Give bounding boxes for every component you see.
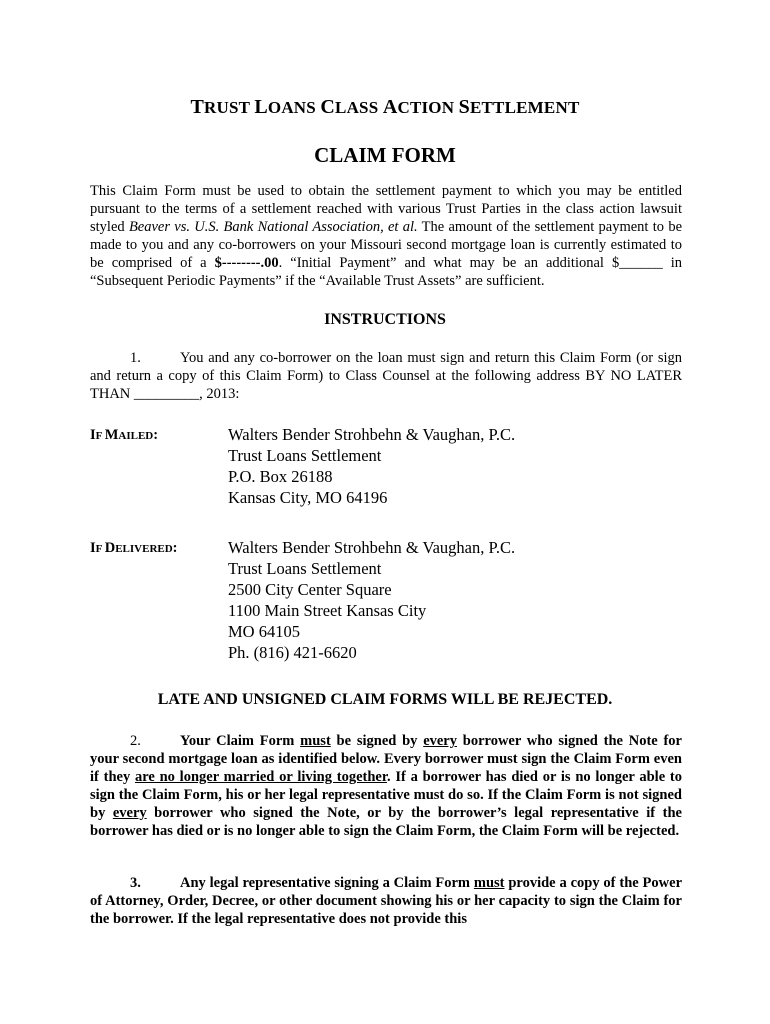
case-name: Beaver vs. U.S. Bank National Association, et al. [128,219,418,235]
instruction-item-1: 1. You and any co-borrower on the loan must sign and return this Claim Form (or sign and return a copy of this Claim Form) to Class Counsel at the following address BY NO LATER THAN _________, 2013: [90,350,682,402]
mailing-address [228,424,515,508]
address-line: Walters Bender Strohbehn & Vaughan, P.C. [228,425,516,444]
phone-line: Ph. (816) 421-6620 [228,643,357,662]
instruction-item-3: 3. Any legal representative signing a Claim Form must provide a copy of the Power of Attorney, Order, Decree, or other document showing his or her capacity to sign the Claim for the borrower. If the legal representative does not provide this [90,875,683,927]
address-line: Trust Loans Settlement [228,559,382,578]
item-number: 1. [130,350,141,366]
form-subtitle: CLAIM FORM [314,143,456,167]
instructions-heading: INSTRUCTIONS [324,311,446,328]
document-title: TRUST LOANS CLASS ACTION SETTLEMENT [190,96,580,118]
delivery-address [228,537,515,663]
if-mailed-label: IF MAILED: [90,427,159,443]
address-line: Kansas City, MO 64196 [228,488,388,507]
address-line: Trust Loans Settlement [228,446,382,465]
address-line: Walters Bender Strohbehn & Vaughan, P.C. [228,538,516,557]
if-delivered-label: IF DELIVERED: [90,540,178,556]
address-line: P.O. Box 26188 [228,467,333,486]
address-line: 1100 Main Street Kansas City [228,601,427,620]
item-number: 2. [130,733,141,749]
item-number: 3. [130,875,141,891]
estimated-amount: $--------.00 [214,255,279,271]
rejection-warning: LATE AND UNSIGNED CLAIM FORMS WILL BE REJECTED. [157,691,613,708]
address-line: 2500 City Center Square [228,580,392,599]
instruction-item-2: 2. Your Claim Form must be signed by every borrower who signed the Note for your second mortgage loan as identified below. Every borrower must sign the Claim Form even if they are no longer married or living together. If a borrower has died or is no longer able to sign the Claim Form, his or her legal representative must do so. If the Claim Form is not signed by every borrower who signed the Note, or by the borrower’s legal representative if the borrower has died or is no longer able to sign the Claim Form, the Claim Form will be rejected. [90,733,682,839]
address-line: MO 64105 [228,622,300,641]
intro-paragraph: This Claim Form must be used to obtain the settlement payment to which you may be entitled pursuant to the terms of a settlement reached with various Trust Parties in the class action lawsuit styled Beaver vs. U.S. Bank National Association, et al. The amount of the settlement payment to be made to you and any co-borrowers on your Missouri second mortgage loan is currently estimated to be comprised of a $--------.00. “Initial Payment” and what may be an additional $______ in “Subsequent Periodic Payments” if the “Available Trust Assets” are sufficient. [90,183,682,289]
